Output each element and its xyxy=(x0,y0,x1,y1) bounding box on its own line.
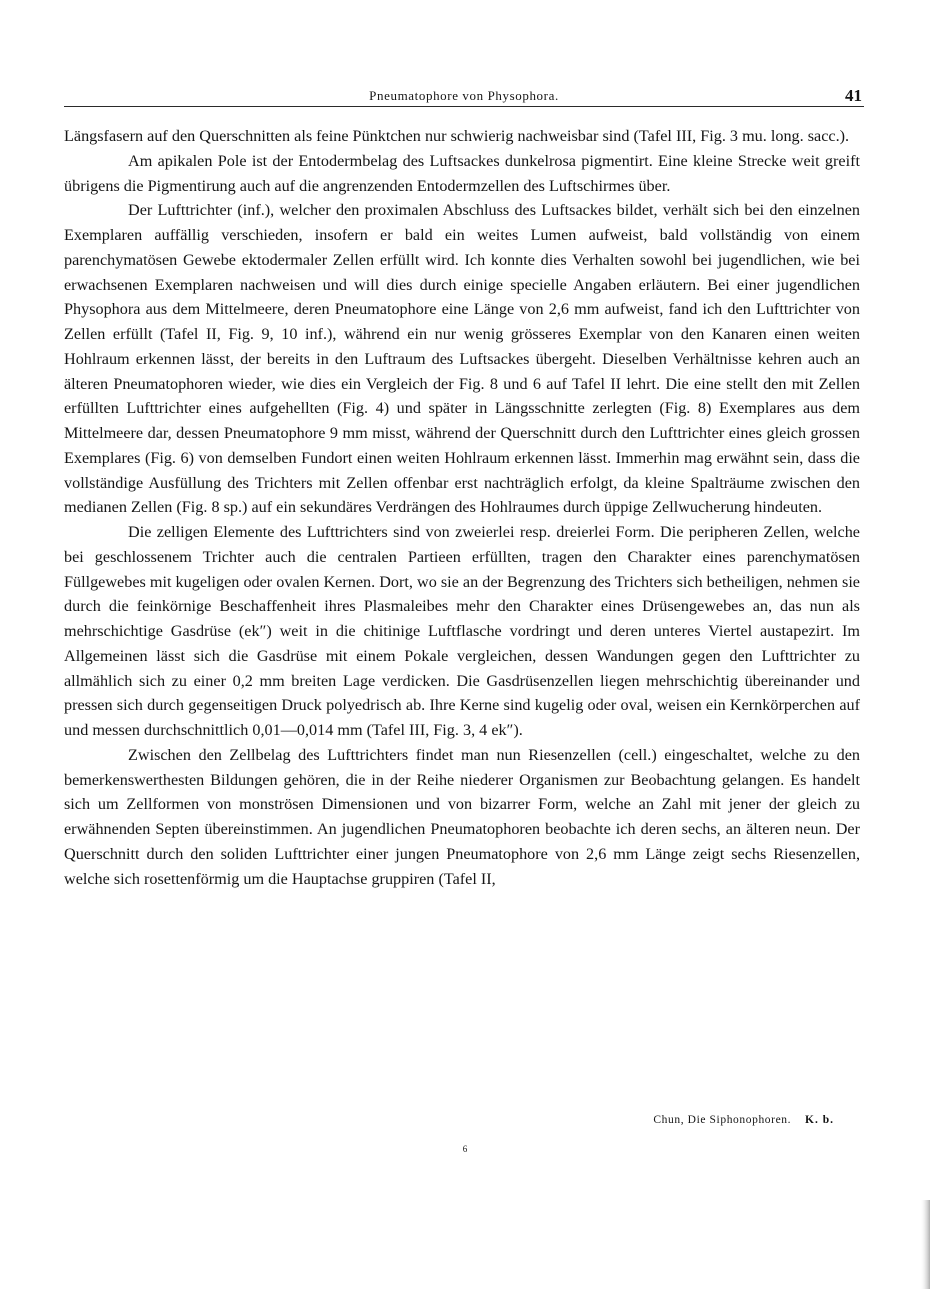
body-text xyxy=(64,124,860,891)
paragraph-2: Am apikalen Pole ist der Entodermbelag des Luftsackes dunkelrosa pigmentirt. Eine kleine Strecke weit greift übrigens die Pigmentirung auch auf die angrenzenden Entodermzellen des Luftschirmes über. xyxy=(64,151,860,195)
paragraph-3: Der Lufttrichter (inf.), welcher den proximalen Abschluss des Luftsackes bildet, verhält sich bei den einzelnen Exemplaren auffällig verschieden, insofern er bald ein weites Lumen aufweist, bald vollständig von einem parenchymatösen Gewebe ektodermaler Zellen erfüllt wird. Ich konnte dies Verhalten sowohl bei jugendlichen, wie bei erwachsenen Exemplaren nachweisen und will dies durch einige specielle Angaben erläutern. Bei einer jugendlichen Physophora aus dem Mittelmeere, deren Pneumatophore eine Länge von 2,6 mm aufweist, fand ich den Lufttrichter von Zellen erfüllt (Tafel II, Fig. 9, 10 inf.), während ein nur wenig grösseres Exemplar von den Kanaren einen weiten Hohlraum erkennen lässt, der bereits in den Luftraum des Luftsackes übergeht. Dieselben Verhältnisse kehren auch an älteren Pneumatophoren wieder, wie dies ein Vergleich der Fig. 8 und 6 auf Tafel II lehrt. Die eine stellt den mit Zellen erfüllten Lufttrichter eines aufgehellten (Fig. 4) und später in Längsschnitte zerlegten (Fig. 8) Exemplares aus dem Mittelmeere dar, dessen Pneumatophore 9 mm misst, während der Querschnitt durch den Lufttrichter eines gleich grossen Exemplares (Fig. 6) von demselben Fundort einen weiten Hohlraum erkennen lässt. Immerhin mag erwähnt sein, dass die vollständige Ausfüllung des Trichters mit Zellen offenbar erst nachträglich erfolgt, da kleine Spalträume zwischen den medianen Zellen (Fig. 8 sp.) auf ein sekundäres Verdrängen des Hohlraumes durch üppige Zellwucherung hindeuten. xyxy=(64,201,860,517)
printer-signature xyxy=(560,1114,834,1126)
paragraph-1: Längsfasern auf den Querschnitten als feine Pünktchen nur schwierig nachweisbar sind (Tafel III, Fig. 3 mu. long. sacc.). xyxy=(64,127,850,145)
signature-text: Chun, Die Siphonophoren. xyxy=(653,1114,792,1126)
page-edge-shadow xyxy=(920,1200,930,1289)
running-title: Pneumatophore von Physophora. xyxy=(369,88,559,103)
signature-code: K. b. xyxy=(805,1114,834,1126)
page-number: 41 xyxy=(845,86,862,105)
paragraph-4: Die zelligen Elemente des Lufttrichters sind von zweierlei resp. dreierlei Form. Die peripheren Zellen, welche bei geschlossenem Trichter auch die centralen Partieen erfüllten, tragen den Charakter eines parenchymatösen Füllgewebes mit kugeligen oder ovalen Kernen. Dort, wo sie an der Begrenzung des Trichters sich betheiligen, nehmen sie durch die feinkörnige Beschaffenheit ihres Plasmaleibes mehr den Charakter eines Drüsengewebes an, das nun als mehrschichtige Gasdrüse (ek″) weit in die chitinige Luftflasche vordringt und deren unteres Viertel austapezirt. Im Allgemeinen lässt sich die Gasdrüse mit einem Pokale vergleichen, dessen Wandungen gegen den Lufttrichter zu allmählich sich zu einer 0,2 mm breiten Lage verdicken. Die Gasdrüsenzellen liegen mehrschichtig übereinander und pressen sich durch gegenseitigen Druck polyedrisch ab. Ihre Kerne sind kugelig oder oval, weisen ein Kernkörperchen auf und messen durchschnittlich 0,01—0,014 mm (Tafel III, Fig. 3, 4 ek″). xyxy=(64,523,860,739)
paragraph-5: Zwischen den Zellbelag des Lufttrichters findet man nun Riesenzellen (cell.) eingeschaltet, welche zu den bemerkenswerthesten Bildungen gehören, die in der Reihe niederer Organismen zur Beobachtung gelangen. Es handelt sich um Zellformen von monströsen Dimensionen und von bizarrer Form, welche an Zahl mit jener der gleich zu erwähnenden Septen übereinstimmen. An jugendlichen Pneumatophoren beobachte ich deren sechs, an älteren neun. Der Querschnitt durch den soliden Lufttrichter einer jungen Pneumatophore von 2,6 mm Länge zeigt sechs Riesenzellen, welche sich rosettenförmig um die Hauptachse gruppiren (Tafel II, xyxy=(64,745,860,888)
running-header xyxy=(64,82,864,108)
header-rule xyxy=(64,106,864,107)
sheet-number: 6 xyxy=(462,1144,468,1154)
